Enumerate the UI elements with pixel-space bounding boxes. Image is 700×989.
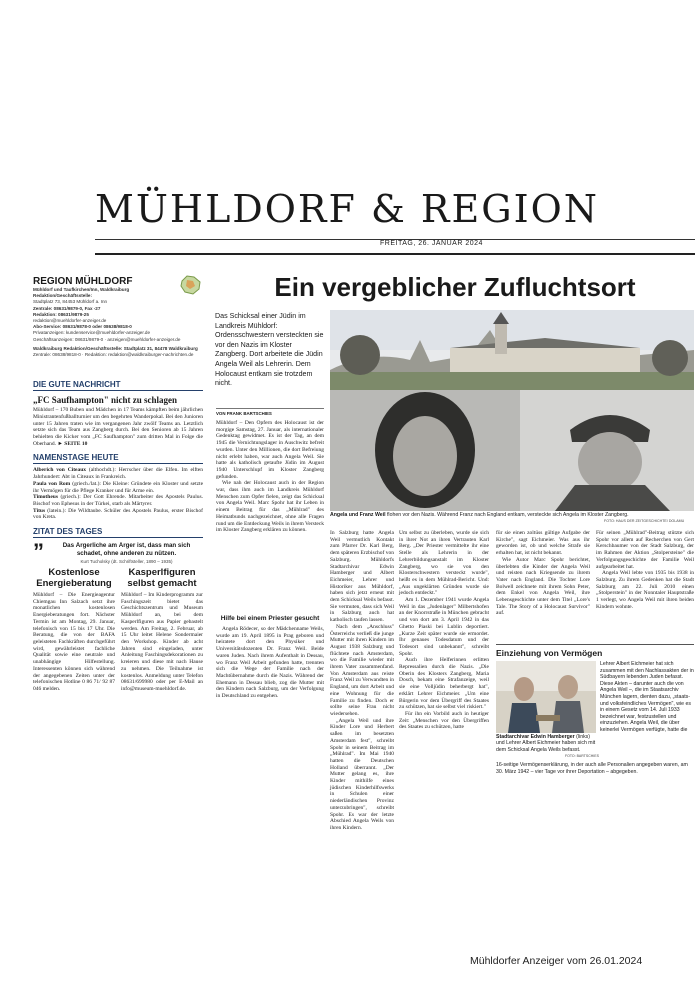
quote-block	[33, 542, 203, 564]
article-paragraph: Wie Autor Marc Spohr berichtet, überlebten die Kinder der Angela Weil und reisten nach Kriegsende zu ihrem Vater nach England. Die Tochter Lore Bolwell zeichnete mit ihrem Sohn Peter, dem Enkel von Angela Weil, ihre Lebensgeschichte unter dem Titel „Lore's Tale. The Story of a Holocaust Survivor" auf.	[496, 556, 590, 617]
box-caption-text: (links) und Lehrer Albert Eichmeier haben sich mit dem Schicksal Angela Weils befasst.	[496, 734, 596, 753]
box-text-continued: 16-seitige Vermögenserklärung, in der auch alle Personalien angegeben waren, am 30. März 1942 – vier Tage vor ihrer Deportation – abgegeben.	[496, 762, 688, 775]
article-paragraph: Um selbst zu überleben, wurde sie sich in ihrer Not an ihren Vertrauten Karl Berg. „Der Priester vermittelte ihr eine Stelle als Lehrerin in der Lehrerbildungsanstalt im Kloster Zangberg, wo sie von den Klosterschwestern versteckt wurde", heißt es in dem Mühlrad-Bericht. Und: „Aus ungeklärten Gründen wurde sie jedoch entdeckt."	[399, 530, 489, 597]
box-headline: Einziehung von Vermögen	[496, 644, 694, 658]
article-paragraph: Auch ihre Helferinnen erlitten Repressalien durch die Nazis. „Die Oberin des Klosters Zangberg, Maria Dosch, bekam eine Strafanzeige, weil sie eine Volljüdin beherbergt hat", erklärt Lehrer Eichmeier. „Um eine Bürgerin vor dem Übergriff des Staates zu schützen, hat sie selbst viel riskiert."	[399, 657, 489, 711]
archivists-photo	[496, 661, 596, 733]
good-news-ref[interactable]: SEITE 10	[64, 440, 88, 447]
article-column-5	[596, 530, 694, 610]
article-paragraph: für sie einen zoltüss gültige Aufgabe der Kirche", sagt Eichmeier. Was aus ihr geworden ist, ob und welche Strafe sie erhalten hat, ist nicht bekannt.	[496, 530, 590, 557]
nameday-entry	[33, 494, 203, 507]
contact-line: Zentrale: 08638/9818-0 · Redaktion: redaktion@waldkraiburger-nachrichten.de	[33, 352, 194, 358]
quote-mark-icon: ”	[33, 542, 44, 565]
portraits-photo	[330, 390, 694, 511]
nameday-name: Titus	[33, 507, 46, 514]
good-news-headline: „FC Saufhampton" nicht zu schlagen	[33, 395, 178, 406]
box-text: Lehrer Albert Eichmeier hat sich zusammen mit den Nachlassakten der in Südbayern lebenden Juden befasst. Diese Akten – darunter auch die von Angela Weil –, die im Staatsarchiv München lagern, dienten dazu, „staats- und volksfeindliches Vermögen", wie es in einem Gesetz vom 14. Juli 1933 bezeichnet war, festzustellen und einzuziehen. Angela Weil, die über keinerlei Vermögen verfügte, hatte die	[600, 661, 694, 733]
article-paragraph: Für ihn ein Vorbild auch in heutiger Zeit: „Menschen vor den Übergriffen des Staates zu schützen, hatte	[399, 710, 489, 731]
section-namedays: NAMENSTAGE HEUTE	[33, 453, 203, 464]
issue-date: FREITAG, 26. JANUAR 2024	[380, 240, 483, 247]
nameday-name: Timotheus	[33, 494, 58, 501]
main-headline: Ein vergeblicher Zufluchtsort	[274, 272, 636, 302]
masks-headline: Kasperlfiguren selbst gemacht	[127, 567, 197, 589]
article-paragraph: „Angela Weil und ihre Kinder Lore und Herbert saßen im besetzten Amsterdam fest", schreibt Spohr in seinem Beitrag im „Mühlrad". Im Mai 1940 hatten die Deutschen Holland überrannt. „Der Mutter gelang es, ihre Kinder mithilfe eines jüdischen Kinderhilfswerks in Schulen einer niederländischen Provinz unterzubringen", schreibt Spohr. Es war der letzte Abschied Angela Weils von ihren Kindern.	[330, 717, 394, 831]
contact-line: Mühldorf und Taufkirchen/Inn, Waldkraiburg	[33, 287, 130, 292]
article-column-4	[496, 530, 590, 617]
box-caption-name: Stadtarchivar Edwin Hamberger	[496, 734, 575, 740]
energy-headline: Kostenlose Energieberatung	[36, 567, 112, 589]
section-quote: ZITAT DES TAGES	[33, 527, 203, 538]
caption-names: Angela und Franz Weil	[330, 512, 386, 518]
quote-author: Kurt Tucholsky (dt. Schriftsteller, 1890 – 1935)	[80, 559, 173, 565]
nameday-text: (althochdt.): Herrscher über die Elfen. Im elften Jahrhundert: Abt in Citeaux in Frankreich.	[33, 467, 203, 481]
box-photo-credit: FOTO: BARTSCHIES	[565, 754, 599, 758]
contact-line: Stadtplatz 73, 84453 Mühldorf a. Inn	[33, 299, 108, 305]
short-news-row	[33, 568, 203, 693]
article-column-2	[330, 530, 394, 832]
article-column-1	[216, 420, 324, 534]
nameday-text: (griech.): Der Gott Ehrende. Mitarbeiter des Apostels Paulus. Bischof von Ephesus in der Türkei, starb als Märtyrer.	[33, 494, 204, 507]
article-paragraph: Für seinen „Mühlrad"-Beitrag stützte sich Spohr vor allem auf Recherchen von Gert Kerschbaumer von der Stadt Salzburg, der im Rahmen der Aktion „Stolpersteine" die Verfolgungsgeschichte der Familie Weil aufgearbeitet hat.	[596, 530, 694, 570]
energy-article	[33, 568, 115, 693]
contact-line: Waldkraiburg Redaktion/Geschäftsstelle: Stadtplatz 31, 84478 Waldkraiburg	[33, 345, 198, 351]
article-column-2-head	[216, 612, 324, 700]
namedays-list	[33, 467, 203, 521]
nameday-name: Alberich von Citeaux	[33, 467, 87, 474]
article-paragraph: Nach dem „Anschluss" Österreichs verließ die junge Mutter mit ihren Kindern im August 1938 Salzburg und flüchtete nach Amsterdam, wo die Familie wieder mit ihrem Vater zusammenfand. Von Amsterdam aus reiste Franz Weil zu Verwandten in England, um dort Arbeit und eine Wohnung für die Familie zu finden. Doch er sollte seine Frau nicht wiedersehen.	[330, 623, 394, 717]
section-good-news: DIE GUTE NACHRICHT	[33, 380, 203, 391]
good-news-body: Mühldorf – 170 Buben und Mädchen in 17 Teams kämpften beim jährlichen Ministrantenfußballturnier um den begehrten Wanderpokal. Bei den Junioren unter 15 Jahren traten wie im vergangenen Jahr zwölf Teams an. Letztlich setzte sich das Team aus Zangberg durch. Bei den Senioren ab 15 Jahren behielten die Kicker vom „FC Saufhampton" zum dritten Mal in Folge die Oberhand.	[33, 407, 203, 447]
contact-line: Geschäftsanzeigen: 08631/9879-0 · anzeigen@muehldorfer-anzeiger.de	[33, 336, 181, 342]
contact-line: Abo-Service: 08631/9878-0 oder 08638/9818-0	[33, 324, 132, 330]
article-paragraph: Angela Weil lebte von 1935 bis 1938 in Salzburg. Zu ihrem Gedenken hat die Stadt Salzburg am 22. Juli 2010 einen „Stolperstein" in der Nonntaler Hauptstraße 1 verlegt, wo Angela Weil mit ihren beiden Kindern wohnte.	[596, 570, 694, 610]
nameday-text: (latein.): Die Wildtaube. Schüler des Apostels Paulus, erster Bischof von Kreta.	[33, 507, 204, 521]
contact-email[interactable]: redaktion@muehldorfer-anzeiger.de	[33, 318, 107, 324]
monastery-photo	[330, 310, 694, 390]
masks-text: Mühldorf – Im Kinderprogramm zur Faschingszeit bietet das Geschichtszentrum und Museum Mühldorf an, bei dem Kasperlfiguren aus Papier gebastelt werden. Am Freitag, 2. Februar, ab 15 Uhr leitet Helene Sondermaier den Workshop. Kinder ab acht Jahren sind eingeladen, unter Anleitung Faschingsdekorationen zu kreieren und diese mit nach Hause zu nehmen. Die Teilnahme ist kostenlos. Anmeldung unter Telefon 08631/699980 oder per E-Mail an info@museum-muehldorf.de.	[121, 592, 203, 692]
masks-article	[121, 568, 203, 693]
article-teaser: Das Schicksal einer Jüdin im Landkreis Mühldorf: Ordensschwestern versteckten sie vor den Nazis im Kloster Zangberg. Dort arbeitete die Jüdin Angela Weil als Lehrerin. Dem Holocaust entkam sie trotzdem nicht.	[215, 312, 324, 388]
article-paragraph: In Salzburg hatte Angela Weil vermutlich Kontakt zum Pfarrer Dr. Karl Berg, dem späteren Erzbischof von Salzburg. Mühldorfs Stadtarchivar Edwin Hamberger und Albert Eichmeier, Lehrer und Historiker aus Mühldorf, haben sich jetzt erneut mit dem Schicksal Weils befasst. Sie vermuten, dass sich Weil in Salzburg auch hat katholisch taufen lassen.	[330, 530, 394, 624]
contact-line: Redaktion/Geschäftsstelle:	[33, 293, 92, 299]
nameday-entry	[33, 508, 203, 521]
contact-line: Privatanzeigen: kundenservice@muehldorfer-anzeiger.de	[33, 330, 151, 336]
contact-line: Zentrale: 08631/9879-0, Fax -27	[33, 305, 101, 311]
source-line: Mühldorfer Anzeiger vom 26.01.2024	[470, 955, 643, 967]
article-byline: VON FRANK BARTSCHIES	[216, 408, 324, 416]
contact-block	[33, 287, 203, 358]
masthead-title: MÜHLDORF & REGION	[95, 187, 600, 231]
quote-text: Das Ärgerliche am Ärger ist, dass man sich schadet, ohne anderen zu nützen.	[62, 542, 191, 557]
article-paragraph: Angela Rödecer, so der Mädchenname Weils, wurde am 19. April 1895 in Prag geboren und heiratete dort den Physiker und Universitätsdozenten Dr. Franz Weil. Beide waren Juden. Nach ihrem Aufenthalt in Dessau, wo Franz Weil Arbeit gefunden hatte, trennten sich die Wege der Familie nach der Machtübernahme durch die Nazis. Während der Ehemann in Dessau blieb, zog die Mutter mit den Kindern nach Salzburg, um der Verfolgung in Deutschland zu entgehen.	[216, 626, 324, 700]
caption-text: flohen vor den Nazis. Während Franz nach England entkam, versteckte sich Angela im Kloster Zangberg.	[386, 512, 629, 518]
nameday-name: Paula von Rom	[33, 480, 71, 487]
article-subheading: Hilfe bei einem Priester gesucht	[220, 615, 320, 622]
nameday-entry	[33, 467, 203, 480]
article-paragraph: Am 1. Dezember 1941 wurde Angela Weil in das „Judenlager" Milbertshofen an der Knorrstraße in München gebracht und von dort am 3. April 1942 in das Ghetto Piaski bei Lublin deportiert. „Kurze Zeit später wurde sie ermordet. Ihr genaues Todesdatum und der Todesort sind unbekannt", schreibt Spohr.	[399, 597, 489, 657]
contact-line: Redaktion: 08631/9879-25	[33, 311, 89, 317]
masthead-rule-bottom	[95, 253, 695, 255]
article-paragraph: Mühldorf – Den Opfern des Holocaust ist der morgige Samstag, 27. Januar, als internationaler Gedenktag gewidmet. Es ist der Tag, an dem 1945 die Vernichtungslager in Auschwitz befreit wurden. Unter den Millionen, die dort Befreiung nicht erlebt haben, war auch Angela Weil. Sie hatte als katholisch getaufte Jüdin im August 1940 Unterschlupf im Kloster Zangberg gefunden.	[216, 420, 324, 480]
energy-text: Mühldorf – Die Energieagentur Chiemgau Inn Salzach setzt ihre monatlichen kostenlosen Energieberatungen fort. Nächster Termin ist am Montag, 29. Januar, telefonisch von 15 bis 17 Uhr. Die Beratung, die von der BAFA geleisteten Fachkräften durchgeführt wird, gewährleistet fachliche Qualität sowie eine neutrale und unabhängige Hilfestellung. Interessenten können sich während der angegebenen Zeiten unter der telefonischen Hotline 0 86 71/ 92 87 046 melden.	[33, 592, 115, 692]
good-news-text: Mühldorf – 170 Buben und Mädchen in 17 Teams kämpften beim jährlichen Ministrantenfußballturnier um den begehrten Wanderpokal. Bei den Junioren unter 15 Jahren traten wie im vergangenen Jahr zwölf Teams an. Letztlich setzte sich das Team aus Zangberg durch. Bei den Senioren ab 15 Jahren behielten die Kicker vom „FC Saufhampton" zum dritten Mal in Folge die Oberhand. ► SEITE 10	[33, 407, 203, 447]
nameday-entry	[33, 481, 203, 494]
region-map-icon	[179, 273, 203, 297]
contact-title: REGION MÜHLDORF	[33, 276, 133, 287]
photo-credit: FOTO: HAUS DER ZEITGESCHICHTE/ DOLAMU	[604, 519, 685, 523]
box-caption	[496, 734, 596, 753]
left-column	[33, 262, 203, 693]
article-paragraph: Wie nah der Holocaust auch in der Region war, dass ihm auch im Landkreis Mühldorf Menschen zum Opfer fielen, zeigt das Schicksal von Angela Weil. Marc Spohr hat ihr Leben in einem Beitrag für das „Mühlrad" des Heimatbunds nachgezeichnet, ohne alle Fragen rund um die Entdeckung Weils in ihrem Versteck im Kloster Zangberg erklären zu können.	[216, 480, 324, 534]
nameday-text: (griech./lat.): Die Kleine: Gründete ein Kloster und setzte ihr Vermögen für die Pflege Kranker und für Arme ein.	[33, 480, 204, 494]
article-column-3	[399, 530, 489, 731]
photo-caption	[330, 512, 694, 519]
